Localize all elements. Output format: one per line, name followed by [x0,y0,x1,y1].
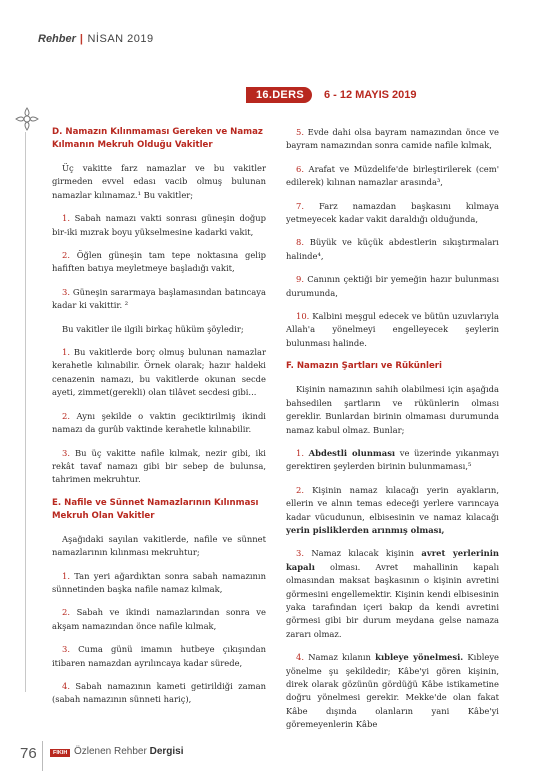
section-heading-d: D. Namazın Kılınmaması Gereken ve Namaz Kılmanın Mekruh Olduğu Vakitler [52,127,263,150]
section-heading-f: F. Namazın Şartları ve Rükünleri [286,361,442,372]
issue-date: NİSAN 2019 [87,33,154,45]
list-item: 3. Bu üç vakitte nafile kılmak, nezir gibi, iki rekât tavaf namazı gibi bir sebep de bulunsa, tahrimen mekruhtur. [52,447,266,485]
list-item: 2. Öğlen güneşin tam tepe noktasına gelip hafiften batıya meyletmeye başladığı vakit, [52,250,266,274]
paragraph: Kişinin namazının sahih olabilmesi için aşağıda bahsedilen şartların ve rükünlerin olması gereklir. Bunlardan birinin olmaması durumunda namaz kabul olmaz. Bunlar; [286,384,499,435]
list-item: 4. Sabah namazının kameti getirildiği zaman (sabah namazının sünneti hariç), [52,680,266,705]
list-item: 3. Namaz kılacak kişinin avret yerlerinin kapalı olması. Avret mahallinin kapalı olmasından maksat başkasının o kişinin avretini görmesini engellemektir. Kişinin kendi elbisesinin yaka tarafından içeri bakıp da kendi avretini görmesi gibi bir durum meydana gelse namaza zararı olmaz. [286,548,499,639]
list-item: 4. Namaz kılanın kıbleye yönelmesi. Kıbleye yönelme şu şekildedir; Kâbe'yi gören kişinin, direk olarak gözünün gördüğü Kâbe istikametine doğru yönelmesi gerekir. Mekke'de olan fakat Kâbe dışında olanların yani Kâbe'yi göremeyenlerin Kâbe [286,652,500,730]
page-number: 76 [20,745,37,762]
magazine-name: Özlenen Rehber Dergisi [74,746,184,757]
list-item: 10. Kalbini meşgul edecek ve bütün uzuvlarıyla Allah'a yönelmeyi engelleyecek şeylerin bulunması halinde. [286,311,499,348]
list-item: 1. Sabah namazı vakti sonrası güneşin doğup bir-iki mızrak boyu yükselmesine kadarki vakit, [52,213,266,237]
margin-rule [25,132,26,692]
page-header [38,33,154,45]
list-item: 1. Tan yeri ağardıktan sonra sabah namazının sünnetinden başka nafile namaz kılmak, [52,570,266,594]
section-badge: FIKIH [50,749,70,757]
paragraph: Üç vakitte farz namazlar ve bu vakitler girmeden evvel edası vacib olmuş bulunan namazlar kılınamaz.¹ Bu vakitler; [52,163,266,200]
header-separator: | [79,33,84,45]
list-item: 7. Farz namazdan başkasını kılmaya yetmeyecek kadar vakit daraldığı olduğunda, [286,200,499,225]
lesson-dates: 6 - 12 MAYIS 2019 [323,88,417,101]
brand-logo: Rehber [38,33,76,45]
list-item: 9. Canının çektiği bir yemeğin hazır bulunması durumunda, [286,274,499,298]
list-item: 2. Sabah ve ikindi namazlarından sonra ve akşam namazından önce nafile kılmak, [52,607,266,631]
list-item: 2. Kişinin namaz kılacağı yerin ayakların, ellerin ve alnın temas edeceği yerlere varıncaya kadar vücudunun, elbisesinin ve namaz kılacağı yerin pisliklerden arınmış olması, [286,484,499,535]
list-item: 2. Aynı şekilde o vaktin geciktirilmiş ikindi namazı da gurûb vaktinde kerahetle kılınabilir. [52,410,266,435]
lesson-banner [246,86,417,103]
page-footer [0,741,553,765]
list-item: 6. Arafat ve Müzdelife'de birleştirilerek (cem' edilerek) kılınan namazlar arasında³, [286,163,499,188]
lesson-badge: 16.DERS [246,87,312,103]
list-item: 1. Bu vakitlerde borç olmuş bulunan namazlar kerahetle kılınabilir. Örnek olarak; hazır haldeki cenazenin namazı, bu vakitlerde okunan secde ayeti, zimmet(gerekli) olan tilâvet secdesi gibi... [52,347,266,398]
right-column [286,126,499,742]
ornament-icon [14,106,40,132]
paragraph: Aşağıdaki sayılan vakitlerde, nafile ve sünnet namazlarının kılınması mekruhtur; [52,533,266,558]
list-item: 8. Büyük ve küçük abdestlerin sıkıştırmaları halinde⁴, [286,237,499,261]
list-item: 3. Güneşin sararmaya başlamasından batıncaya kadar ki vakittir. ² [52,286,266,311]
section-heading-e: E. Nafile ve Sünnet Namazlarının Kılınması Mekruh Olan Vakitler [52,497,259,521]
left-column [52,126,266,717]
list-item: 5. Evde dahi olsa bayram namazından önce ve bayram namazından sonra camide nafile kılmak, [286,127,499,151]
list-item: 3. Cuma günü imamın hutbeye çıkışından itibaren namazdan ayrılıncaya kadar sürede, [52,644,266,668]
paragraph: Bu vakitler ile ilgili birkaç hüküm şöyledir; [62,323,244,334]
list-item: 1. Abdestli olunması ve üzerinde yıkanmayı gerektiren şeylerden birinin bulunmaması,⁵ [286,447,500,472]
footer-divider [42,741,43,771]
